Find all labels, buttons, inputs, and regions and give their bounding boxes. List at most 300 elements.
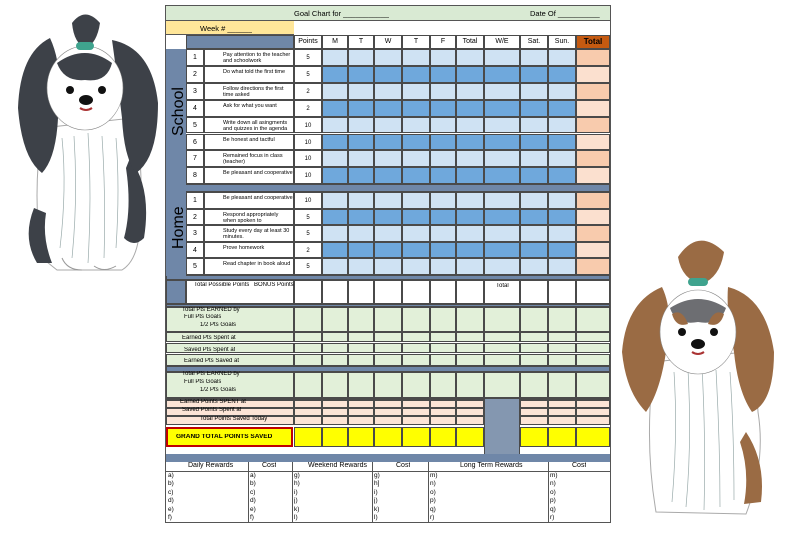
home-points: 2 [294, 242, 322, 259]
home-day-cell [484, 209, 520, 226]
home-day-cell [456, 242, 484, 259]
pink-row-cell [520, 400, 548, 408]
school-task: Be honest and tactful [204, 134, 294, 151]
school-day-cell [348, 117, 374, 134]
green-row-cell [456, 343, 484, 353]
school-day-cell [348, 49, 374, 66]
green-row-cell [456, 354, 484, 366]
school-day-cell [456, 167, 484, 184]
school-day-cell [484, 134, 520, 151]
grand-total-cell [576, 427, 610, 447]
green-row-cell [294, 307, 322, 332]
pink-row-cell [348, 400, 374, 408]
green-row-cell [576, 343, 610, 353]
saved-today-label: Total Points Saved Today [200, 416, 268, 422]
school-day-cell [348, 100, 374, 117]
green-row-cell [520, 343, 548, 353]
earned2-label-b: Full Pts Goals [184, 379, 222, 385]
green-row-cell [520, 354, 548, 366]
school-total-cell [576, 49, 610, 66]
green-row-cell [576, 332, 610, 342]
reward-item: c) [250, 488, 256, 496]
school-day-cell [520, 134, 548, 151]
school-day-cell [430, 100, 456, 117]
school-total-cell [576, 117, 610, 134]
reward-item: a) [168, 472, 174, 479]
school-day-cell [322, 83, 348, 100]
goal-chart-sheet [165, 5, 611, 523]
home-points: 5 [294, 258, 322, 275]
reward-item: p) [550, 497, 556, 505]
home-day-cell [520, 225, 548, 242]
green-row-cell [484, 343, 520, 353]
home-day-cell [322, 242, 348, 259]
green-row-cell [484, 354, 520, 366]
reward-item: q) [430, 505, 436, 513]
green-row-cell [348, 354, 374, 366]
shih-tzu-dog-right-illustration [616, 232, 784, 524]
totals-row-cell [374, 280, 402, 304]
school-label: School [170, 87, 187, 136]
school-day-cell [430, 117, 456, 134]
home-day-cell [548, 225, 576, 242]
home-points: 5 [294, 209, 322, 226]
green-row-cell [548, 354, 576, 366]
green-row-cell [348, 307, 374, 332]
earned2-label-c: 1/2 Pts Goals [200, 387, 237, 393]
home-task: Read chapter in book aloud [204, 258, 294, 275]
pink-row-cell [348, 408, 374, 416]
green-row-cell [294, 372, 322, 398]
home-label: Home [170, 206, 187, 249]
cost1-header: Cost [262, 462, 277, 469]
school-day-cell [484, 100, 520, 117]
grand-total-cell [520, 427, 548, 447]
school-day-cell [548, 117, 576, 134]
grand-total-label: GRAND TOTAL POINTS SAVED [176, 434, 273, 440]
pink-row-cell [456, 416, 484, 425]
school-day-cell [456, 49, 484, 66]
school-points: 5 [294, 49, 322, 66]
school-day-cell [520, 100, 548, 117]
home-day-cell [374, 258, 402, 275]
grand-total-cell [430, 427, 456, 447]
home-points: 10 [294, 192, 322, 209]
totals-row-cell [520, 280, 548, 304]
pink-row-cell [456, 400, 484, 408]
reward-item: g) [374, 472, 380, 479]
green-row-cell [520, 372, 548, 398]
green-row-cell [374, 372, 402, 398]
reward-item: l) [294, 514, 298, 521]
school-row-number: 5 [186, 117, 204, 134]
home-day-cell [456, 192, 484, 209]
school-day-cell [374, 100, 402, 117]
rewards-column-separator [292, 462, 293, 522]
pink-row-cell [456, 408, 484, 416]
pink-row-cell [548, 400, 576, 408]
green-row-cell [402, 307, 430, 332]
reward-item: k) [294, 505, 300, 513]
bonus-label: BONUS Points [254, 282, 294, 288]
home-day-cell [520, 192, 548, 209]
saved-spent-label: Saved Points Spent at [182, 407, 242, 413]
school-day-cell [430, 167, 456, 184]
column-header: T [348, 35, 374, 49]
rewards-column-separator [548, 462, 549, 522]
grand-total-cell [294, 427, 322, 447]
reward-item: d) [168, 497, 174, 505]
earned1-label-c: 1/2 Pts Goals [200, 322, 237, 328]
green-row-cell [576, 354, 610, 366]
reward-item: k) [374, 505, 380, 513]
school-day-cell [374, 117, 402, 134]
school-day-cell [430, 66, 456, 83]
school-day-cell [520, 167, 548, 184]
school-total-cell [576, 100, 610, 117]
school-day-cell [348, 167, 374, 184]
school-day-cell [456, 66, 484, 83]
school-day-cell [456, 150, 484, 167]
reward-item: i) [374, 488, 378, 496]
home-row-number: 4 [186, 242, 204, 259]
school-day-cell [548, 66, 576, 83]
home-day-cell [430, 225, 456, 242]
home-day-cell [322, 209, 348, 226]
school-day-cell [322, 117, 348, 134]
reward-item: e) [250, 505, 256, 513]
rewards-column-separator [248, 462, 249, 522]
column-header: F [430, 35, 456, 49]
weekend-rewards-header: Weekend Rewards [308, 462, 368, 469]
total-possible-label: Total Possible Points [194, 282, 250, 288]
column-header-spacer [186, 35, 294, 49]
home-day-cell [402, 192, 430, 209]
school-day-cell [430, 150, 456, 167]
home-day-cell [322, 258, 348, 275]
school-day-cell [484, 117, 520, 134]
totals-row-bar [166, 280, 186, 304]
pink-row-cell [548, 416, 576, 425]
green-row-cell [520, 332, 548, 342]
school-day-cell [402, 100, 430, 117]
pink-row-cell [402, 400, 430, 408]
school-day-cell [548, 49, 576, 66]
green-row-cell [576, 372, 610, 398]
earned2-label-a: Total Pts EARNED by [182, 371, 240, 377]
pink-row-cell [576, 416, 610, 425]
totals-row-cell [576, 280, 610, 304]
column-header: Points [294, 35, 322, 49]
pink-row-cell [322, 400, 348, 408]
green-row-cell [348, 372, 374, 398]
pink-row-cell [294, 408, 322, 416]
home-points: 5 [294, 225, 322, 242]
school-row-number: 8 [186, 167, 204, 184]
school-day-cell [322, 150, 348, 167]
school-day-cell [548, 167, 576, 184]
green-row-cell [576, 307, 610, 332]
school-day-cell [548, 100, 576, 117]
green-row-cell [430, 307, 456, 332]
school-day-cell [456, 100, 484, 117]
home-day-cell [484, 258, 520, 275]
earned-spent-label: Earned Points SPENT at [180, 399, 246, 405]
home-day-cell [548, 192, 576, 209]
green-row-cell [322, 354, 348, 366]
reward-item: o) [430, 488, 436, 496]
school-day-cell [430, 134, 456, 151]
week-label: Week # ______ [200, 25, 253, 33]
school-day-cell [456, 83, 484, 100]
school-day-cell [548, 134, 576, 151]
school-task: Write down all asingments and quizzes in the agenda [204, 117, 294, 134]
school-day-cell [322, 100, 348, 117]
column-header: W/E [484, 35, 520, 49]
green-row-cell [294, 332, 322, 342]
green-row-cell [548, 307, 576, 332]
reward-item: r) [550, 514, 555, 521]
grand-total-cell [456, 427, 484, 447]
rewards-column-separator [372, 462, 373, 522]
rewards-column-separator [428, 462, 429, 522]
green-row-cell [484, 307, 520, 332]
pink-row-cell [348, 416, 374, 425]
school-day-cell [348, 83, 374, 100]
home-day-cell [456, 209, 484, 226]
totals-row-cell [548, 280, 576, 304]
reward-item: q) [550, 505, 556, 513]
pink-row-cell [374, 408, 402, 416]
reward-item: p) [430, 497, 436, 505]
school-day-cell [484, 66, 520, 83]
home-day-cell [322, 225, 348, 242]
green-row-cell [294, 343, 322, 353]
saved-label: Earned Pts Saved at [184, 358, 240, 364]
school-day-cell [548, 150, 576, 167]
totals-row-cell [294, 280, 322, 304]
grand-total-cell [322, 427, 348, 447]
school-day-cell [402, 134, 430, 151]
totals-row-cell [322, 280, 348, 304]
pink-row-cell [520, 416, 548, 425]
school-task: Follow directions the first time asked [204, 83, 294, 100]
school-day-cell [520, 66, 548, 83]
reward-item: f) [168, 514, 172, 521]
green-row-cell [456, 307, 484, 332]
totals-row-cell [348, 280, 374, 304]
pink-row-cell [430, 400, 456, 408]
school-row-number: 1 [186, 49, 204, 66]
green-row-cell [322, 332, 348, 342]
school-points: 2 [294, 100, 322, 117]
home-row-number: 5 [186, 258, 204, 275]
school-day-cell [322, 66, 348, 83]
grand-total-cell [402, 427, 430, 447]
home-day-cell [402, 225, 430, 242]
green-row-cell [402, 372, 430, 398]
home-task: Study every day at least 30 minutes. [204, 225, 294, 242]
green-row-cell [548, 372, 576, 398]
school-points: 2 [294, 83, 322, 100]
green-row-cell [548, 332, 576, 342]
green-row-cell [374, 332, 402, 342]
home-day-cell [374, 192, 402, 209]
reward-item: n) [550, 480, 556, 488]
home-total-cell [576, 242, 610, 259]
home-day-cell [456, 258, 484, 275]
home-total-cell [576, 225, 610, 242]
home-day-cell [456, 225, 484, 242]
home-day-cell [374, 225, 402, 242]
school-day-cell [402, 66, 430, 83]
pink-row-cell [576, 408, 610, 416]
green-row-cell [402, 354, 430, 366]
column-header: Sun. [548, 35, 576, 49]
home-total-cell [576, 209, 610, 226]
school-day-cell [484, 150, 520, 167]
reward-item: f) [250, 514, 254, 521]
green-row-cell [322, 307, 348, 332]
school-day-cell [456, 134, 484, 151]
school-task: Be pleasant and cooperative [204, 167, 294, 184]
long-term-rewards-header: Long Term Rewards [460, 462, 523, 469]
home-day-cell [348, 242, 374, 259]
school-day-cell [484, 167, 520, 184]
home-day-cell [402, 258, 430, 275]
school-day-cell [484, 83, 520, 100]
home-row-number: 2 [186, 209, 204, 226]
green-row-cell [456, 332, 484, 342]
green-row-cell [484, 372, 520, 398]
home-day-cell [374, 242, 402, 259]
school-points: 5 [294, 66, 322, 83]
home-day-cell [322, 192, 348, 209]
home-day-cell [548, 242, 576, 259]
grand-total-cell [348, 427, 374, 447]
pink-row-cell [374, 400, 402, 408]
reward-item: d) [250, 497, 256, 505]
totals-total-label: Total [496, 283, 509, 289]
school-day-cell [374, 150, 402, 167]
school-day-cell [374, 66, 402, 83]
pink-row-cell [430, 416, 456, 425]
school-task: Do what told the first time [204, 66, 294, 83]
reward-item: j) [294, 497, 298, 505]
school-day-cell [348, 134, 374, 151]
school-task: Remained focus in class (teacher) [204, 150, 294, 167]
pink-row-cell [294, 416, 322, 425]
home-day-cell [520, 242, 548, 259]
school-total-cell [576, 167, 610, 184]
home-day-cell [348, 225, 374, 242]
reward-item: b) [250, 480, 256, 488]
pink-row-cell [520, 408, 548, 416]
green-row-cell [430, 372, 456, 398]
spent2-label: Saved Pts Spent at [184, 347, 236, 353]
home-row-number: 1 [186, 192, 204, 209]
reward-item: n) [430, 480, 436, 488]
school-row-number: 6 [186, 134, 204, 151]
school-day-cell [520, 49, 548, 66]
reward-item: i) [294, 488, 298, 496]
school-day-cell [374, 49, 402, 66]
school-day-cell [402, 49, 430, 66]
reward-item: o) [550, 488, 556, 496]
school-total-cell [576, 66, 610, 83]
pink-row-cell [322, 408, 348, 416]
reward-item: c) [168, 488, 174, 496]
home-day-cell [348, 192, 374, 209]
pink-row-cell [402, 408, 430, 416]
home-day-cell [520, 209, 548, 226]
green-row-cell [430, 354, 456, 366]
school-day-cell [520, 150, 548, 167]
earned1-label-a: Total Pts EARNED by [182, 307, 240, 313]
reward-item: r) [430, 514, 435, 521]
pink-row-cell [430, 408, 456, 416]
wep-blocked-cell [484, 398, 520, 455]
school-day-cell [430, 49, 456, 66]
school-total-cell [576, 134, 610, 151]
school-row-number: 3 [186, 83, 204, 100]
reward-item: a) [250, 472, 256, 479]
school-day-cell [322, 134, 348, 151]
school-day-cell [548, 83, 576, 100]
school-day-cell [374, 83, 402, 100]
pink-row-cell [294, 400, 322, 408]
green-row-cell [548, 343, 576, 353]
school-day-cell [348, 66, 374, 83]
cost3-header: Cost [572, 462, 587, 469]
green-row-cell [520, 307, 548, 332]
grand-total-cell [548, 427, 576, 447]
school-day-cell [430, 83, 456, 100]
earned1-label-b: Full Pts Goals [184, 314, 222, 320]
section-divider [166, 184, 610, 192]
green-row-cell [322, 372, 348, 398]
green-row-cell [348, 332, 374, 342]
pink-row-cell [548, 408, 576, 416]
grand-total-cell [374, 427, 402, 447]
totals-row-cell [402, 280, 430, 304]
column-header: Total [576, 35, 610, 49]
green-row-cell [402, 343, 430, 353]
reward-item: e) [168, 505, 174, 513]
home-day-cell [520, 258, 548, 275]
home-day-cell [430, 192, 456, 209]
school-row-number: 2 [186, 66, 204, 83]
green-row-cell [348, 343, 374, 353]
school-day-cell [374, 167, 402, 184]
school-day-cell [348, 150, 374, 167]
home-day-cell [402, 242, 430, 259]
home-day-cell [374, 209, 402, 226]
reward-item: m) [550, 472, 558, 479]
rewards-divider [166, 454, 610, 462]
school-task: Ask for what you want [204, 100, 294, 117]
school-day-cell [402, 83, 430, 100]
chart-title: Goal Chart for ___________ [294, 10, 390, 18]
green-row-cell [374, 307, 402, 332]
green-row-cell [322, 343, 348, 353]
home-day-cell [484, 225, 520, 242]
home-day-cell [484, 242, 520, 259]
pink-row-cell [402, 416, 430, 425]
home-task: Respond appropriately when spoken to [204, 209, 294, 226]
column-header: M [322, 35, 348, 49]
home-day-cell [484, 192, 520, 209]
